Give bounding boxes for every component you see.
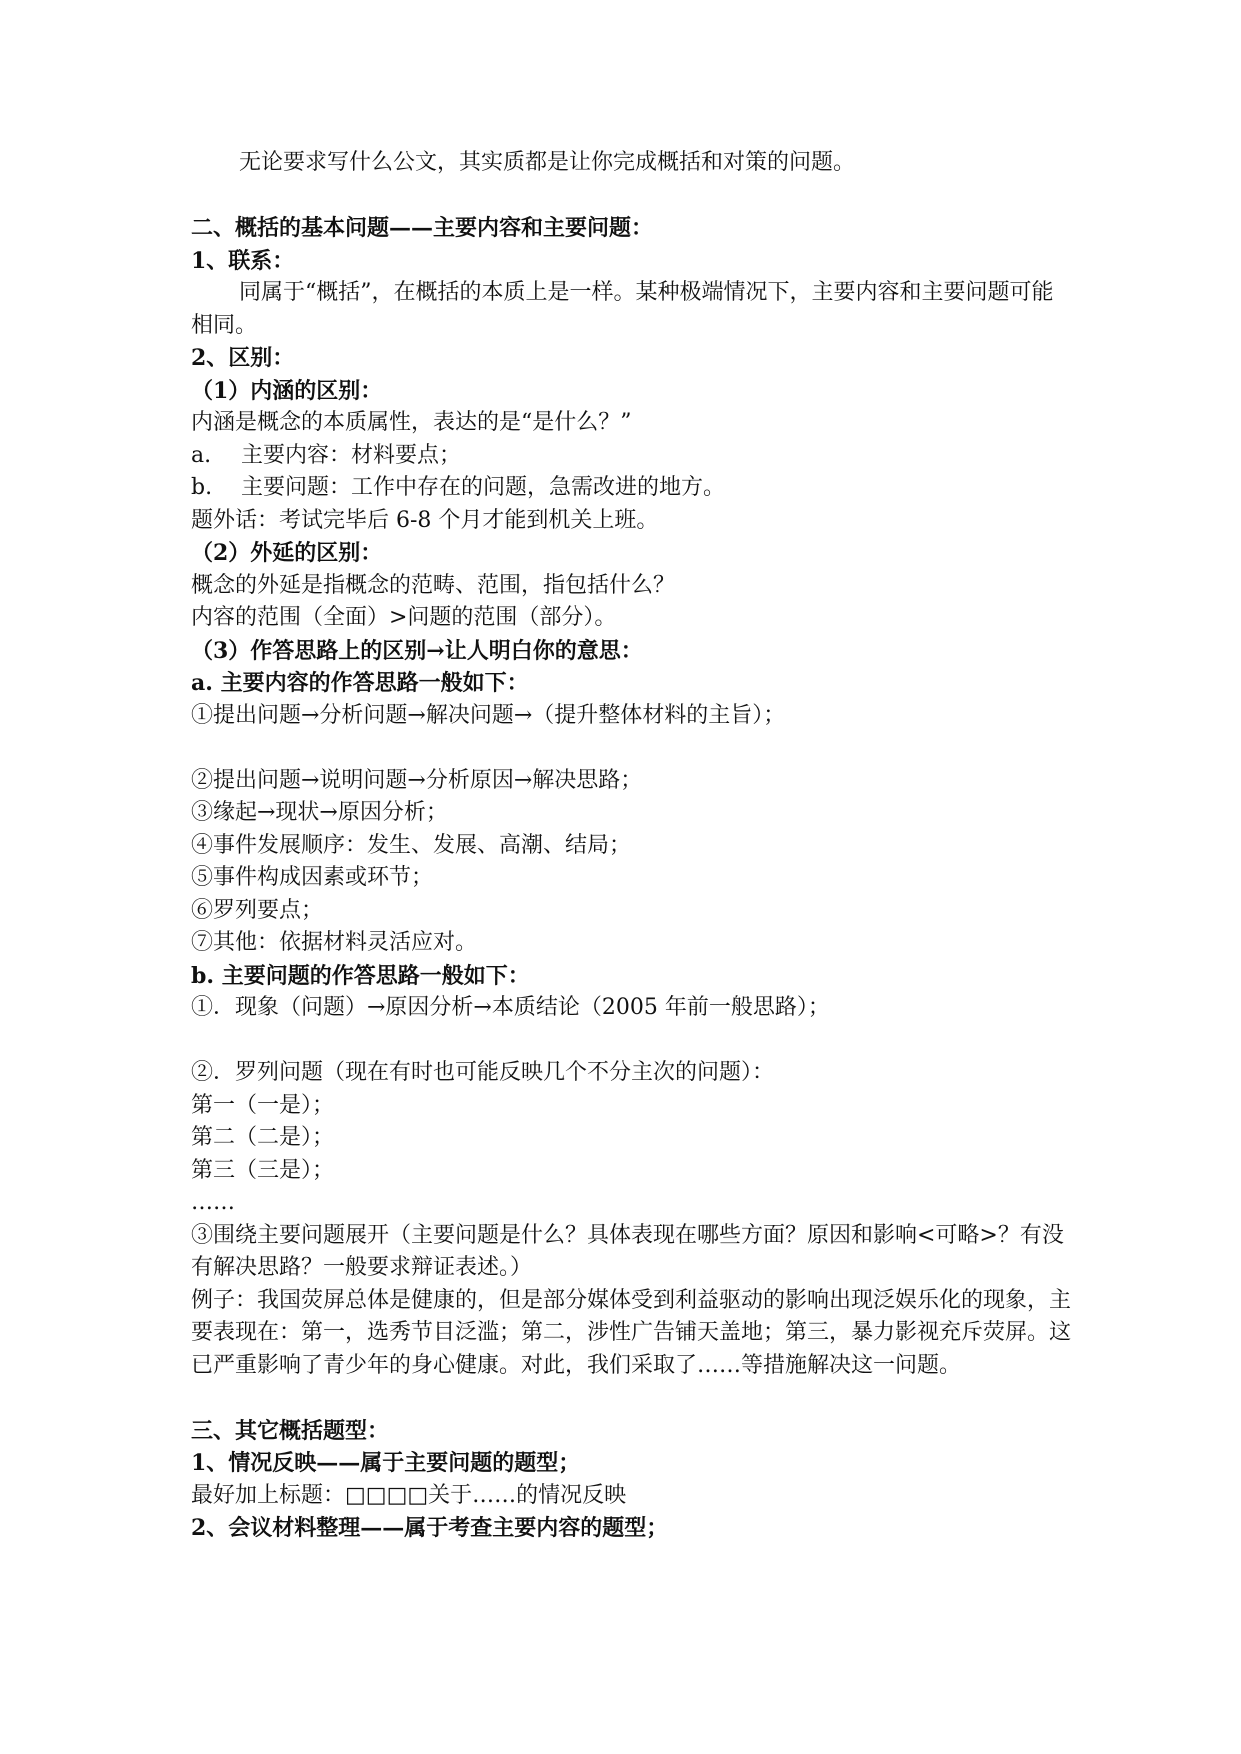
list-item: ⑦其他：依据材料灵活应对。 (191, 930, 478, 955)
item-b-text: 主要问题：工作中存在的问题，急需改进的地方。 (241, 475, 726, 500)
difference-heading: 2、区别： (191, 345, 295, 371)
main-content-approach-heading: a. 主要内容的作答思路一般如下： (191, 670, 529, 696)
list-item: ⑤事件构成因素或环节； (191, 865, 434, 890)
sub-list-item: …… (191, 1190, 235, 1215)
list-item: ①提出问题→分析问题→解决问题→（提升整体材料的主旨）； (191, 702, 786, 728)
extension-heading: （2）外延的区别： (191, 540, 383, 566)
item-b (191, 472, 1071, 505)
item-b-label: b. (191, 475, 213, 500)
extension-text-2: 内容的范围（全面）>问题的范围（部分）。 (191, 605, 617, 630)
item-a (191, 440, 1071, 473)
aside-note: 题外话：考试完毕后 6-8 个月才能到机关上班。 (191, 507, 659, 533)
list-item: ③围绕主要问题展开（主要问题是什么？具体表现在哪些方面？原因和影响<可略>？有没有解决思路？一般要求辩证表述。） (191, 1222, 1064, 1280)
list-item: ②．罗列问题（现在有时也可能反映几个不分主次的问题）： (191, 1060, 775, 1085)
item-a-label: a. (191, 442, 212, 468)
spacer (191, 1382, 1071, 1415)
situation-report-text: 最好加上标题：□□□□关于……的情况反映 (191, 1482, 627, 1508)
sub-list-item: 第三（三是）； (191, 1157, 335, 1183)
list-item: ④事件发展顺序：发生、发展、高潮、结局； (191, 832, 632, 858)
list-item: ③缘起→现状→原因分析； (191, 800, 448, 825)
list-item: ②提出问题→说明问题→分析原因→解决思路； (191, 767, 643, 793)
document-page (191, 147, 1071, 1545)
list-item: ①．现象（问题）→原因分析→本质结论（2005 年前一般思路）； (191, 995, 830, 1020)
intro-paragraph: 无论要求写什么公文，其实质都是让你完成概括和对策的问题。 (239, 150, 856, 175)
situation-report-heading: 1、情况反映——属于主要问题的题型； (191, 1450, 581, 1476)
spacer (191, 180, 1071, 213)
link-heading: 1、联系： (191, 247, 295, 274)
list-item: ⑥罗列要点； (191, 897, 324, 923)
link-paragraph: 同属于“概括”，在概括的本质上是一样。某种极端情况下，主要内容和主要问题可能相同。 (191, 280, 1054, 338)
approach-heading: （3）作答思路上的区别→让人明白你的意思： (191, 637, 643, 664)
meeting-material-heading: 2、会议材料整理——属于考查主要内容的题型； (191, 1515, 669, 1541)
extension-text-1: 概念的外延是指概念的范畴、范围，指包括什么？ (191, 572, 676, 598)
item-a-text: 主要内容：材料要点； (241, 442, 462, 468)
example-paragraph: 例子：我国荧屏总体是健康的，但是部分媒体受到利益驱动的影响出现泛娱乐化的现象，主要表现在：第一，选秀节目泛滥；第二，涉性广告铺天盖地；第三，暴力影视充斥荧屏。这已严重影响了青少年的身心健康。对此，我们采取了……等措施解决这一问题。 (191, 1287, 1072, 1378)
section-3-heading: 三、其它概括题型： (191, 1417, 390, 1444)
connotation-text: 内涵是概念的本质属性，表达的是“是什么？” (191, 410, 632, 435)
spacer (191, 1025, 1071, 1058)
section-2-heading: 二、概括的基本问题——主要内容和主要问题： (191, 215, 654, 241)
sub-list-item: 第一（一是）； (191, 1092, 335, 1118)
main-problem-approach-heading: b. 主要问题的作答思路一般如下： (191, 962, 530, 989)
spacer (191, 732, 1071, 765)
connotation-heading: （1）内涵的区别： (191, 377, 383, 404)
sub-list-item: 第二（二是）； (191, 1125, 335, 1150)
